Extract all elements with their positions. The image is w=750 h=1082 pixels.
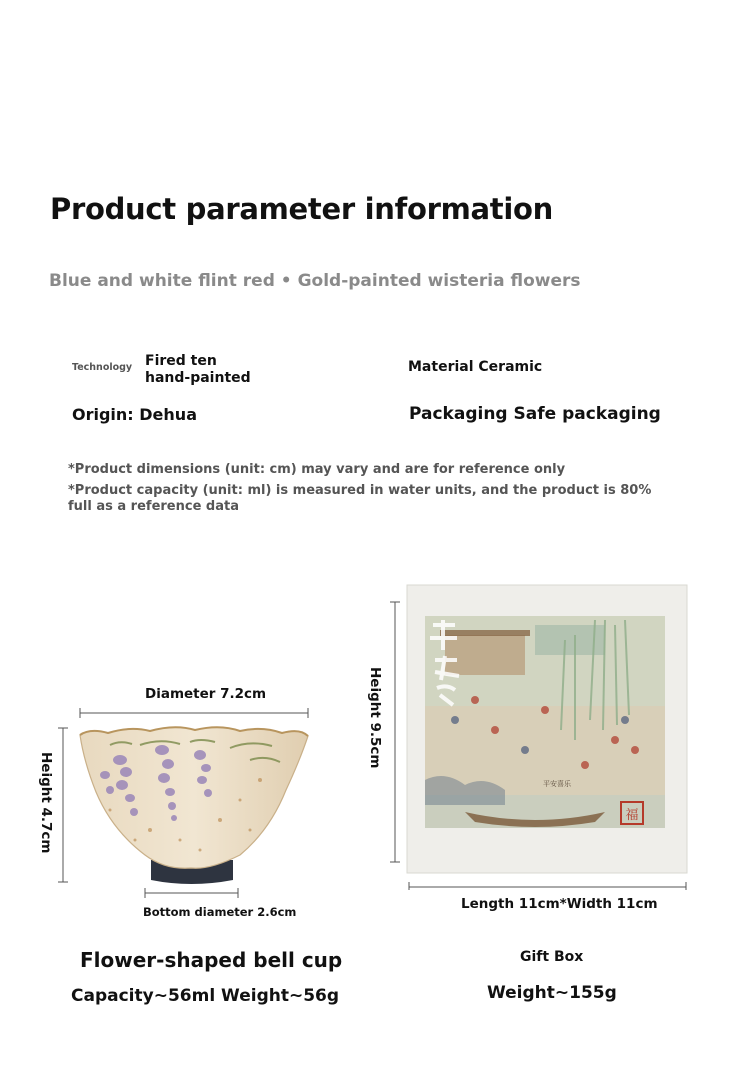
cup-body (80, 727, 308, 868)
cup-name: Flower-shaped bell cup (80, 948, 343, 972)
cup-capacity-weight: Capacity~56ml Weight~56g (71, 986, 340, 1006)
painting-caption: 平安喜乐 (543, 780, 571, 788)
cup-diameter-label: Diameter 7.2cm (145, 686, 267, 702)
technology-value: Fired ten hand-painted (145, 353, 251, 386)
dimension-note: *Product dimensions (unit: cm) may vary and are for reference only (68, 462, 566, 477)
gift-box-illustration (385, 580, 695, 890)
packaging-param: Packaging Safe packaging (409, 404, 661, 424)
box-name: Gift Box (520, 949, 584, 965)
cup-illustration (50, 700, 330, 900)
seal-glyph: 福 (625, 808, 639, 823)
cup-height-label: Height 4.7cm (38, 752, 54, 854)
box-weight: Weight~155g (487, 983, 617, 1003)
technology-label: Technology (72, 362, 133, 373)
page-subtitle: Blue and white flint red • Gold-painted wisteria flowers (49, 271, 581, 291)
box-length-width-label: Length 11cm*Width 11cm (461, 896, 658, 912)
page-title: Product parameter information (50, 192, 553, 226)
box-height-label: Height 9.5cm (367, 667, 383, 769)
capacity-note: *Product capacity (unit: ml) is measured in water units, and the product is 80% full as a reference data (68, 483, 652, 514)
cup-bottom-diameter-label: Bottom diameter 2.6cm (143, 905, 297, 919)
material-param: Material Ceramic (408, 359, 543, 375)
origin-param: Origin: Dehua (72, 405, 197, 424)
